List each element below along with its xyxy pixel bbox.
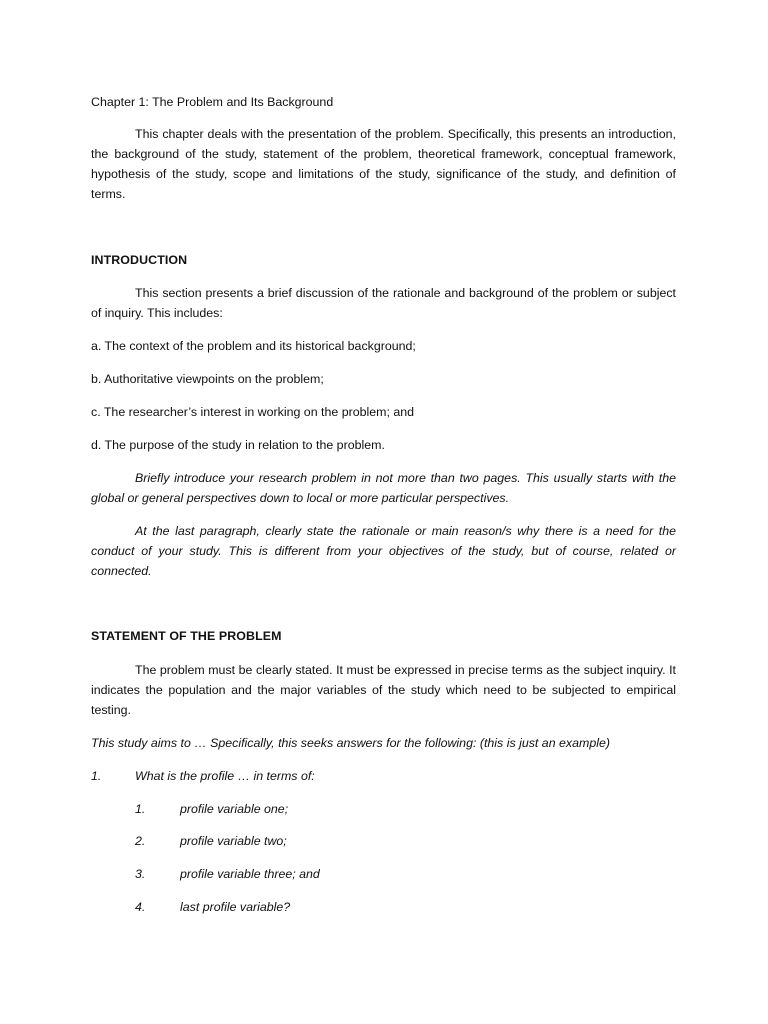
sub-item-number: 2. bbox=[135, 834, 146, 848]
introduction-item-c: c. The researcher’s interest in working on the problem; and bbox=[91, 405, 415, 419]
introduction-guide-paragraph-1: Briefly introduce your research problem in not more than two pages. This usually starts with the global or general perspectives down to local or more particular perspectives. bbox=[91, 471, 676, 505]
introduction-item-b: b. Authoritative viewpoints on the problem; bbox=[91, 372, 324, 386]
question-number: 1. bbox=[91, 769, 102, 783]
sub-item-number: 1. bbox=[135, 802, 146, 816]
sub-item-text: profile variable two; bbox=[180, 834, 287, 848]
introduction-guide-paragraph-2: At the last paragraph, clearly state the rationale or main reason/s why there is a need for the conduct of your study. This is different from your objectives of the study, but of course, related or connected. bbox=[91, 524, 676, 578]
introduction-heading: INTRODUCTION bbox=[91, 253, 188, 267]
introduction-item-d: d. The purpose of the study in relation to the problem. bbox=[91, 438, 385, 452]
sub-item-text: profile variable one; bbox=[180, 802, 289, 816]
chapter-intro-paragraph: This chapter deals with the presentation of the problem. Specifically, this presents an introduction, the background of the study, statement of the problem, theoretical framework, conceptual framework, hypothesis of the study, scope and limitations of the study, significance of the study, and definition of terms. bbox=[91, 127, 676, 201]
statement-paragraph: The problem must be clearly stated. It must be expressed in precise terms as the subject inquiry. It indicates the population and the major variables of the study which need to be subjected to empirical testing. bbox=[91, 663, 676, 717]
introduction-paragraph: This section presents a brief discussion of the rationale and background of the problem or subject of inquiry. This includes: bbox=[91, 286, 676, 320]
sub-item-number: 3. bbox=[135, 867, 146, 881]
sub-item-number: 4. bbox=[135, 900, 146, 914]
question-text: What is the profile … in terms of: bbox=[135, 769, 315, 783]
sub-item-text: profile variable three; and bbox=[180, 867, 320, 881]
statement-heading: STATEMENT OF THE PROBLEM bbox=[91, 629, 282, 643]
introduction-item-a: a. The context of the problem and its historical background; bbox=[91, 339, 416, 353]
statement-example-intro: This study aims to … Specifically, this seeks answers for the following: (this is just an example) bbox=[91, 736, 610, 750]
sub-item-text: last profile variable? bbox=[180, 900, 291, 914]
chapter-title: Chapter 1: The Problem and Its Background bbox=[91, 95, 334, 109]
